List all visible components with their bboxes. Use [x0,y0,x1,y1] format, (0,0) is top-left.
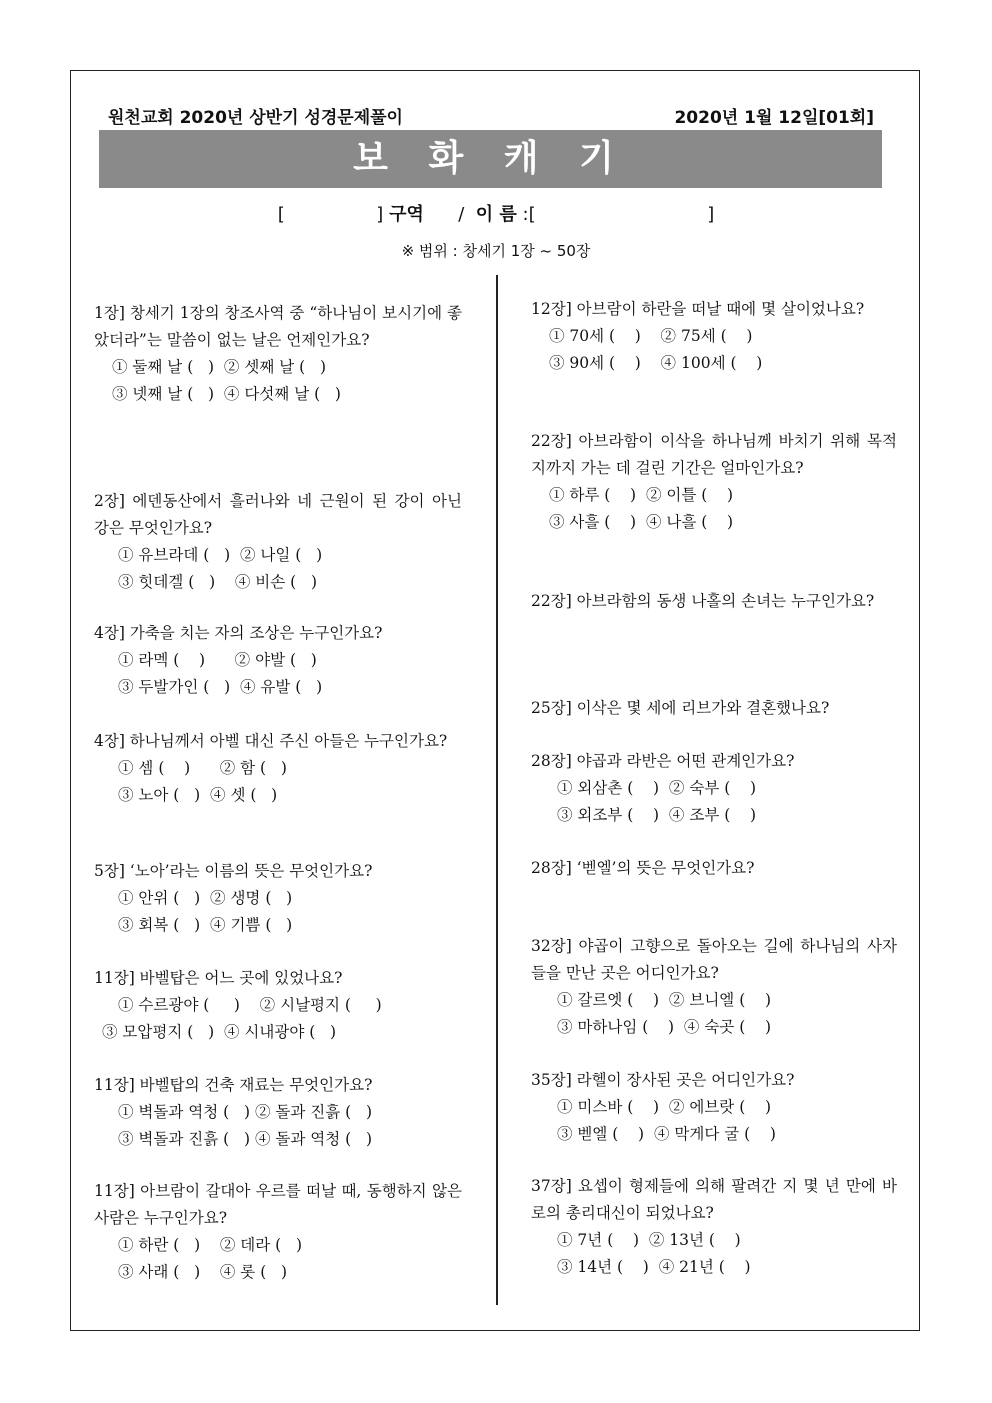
option-row[interactable]: ① 하란 ( ) ② 데라 ( ) [118,1236,303,1254]
option-row[interactable]: ① 안위 ( ) ② 생명 ( ) [118,889,293,907]
question-text: 25장] 이삭은 몇 세에 리브가와 결혼했나요? [531,699,830,717]
name-label: 이 름 [475,204,517,225]
question-text: 11장] 아브람이 갈대아 우르를 떠날 때, 동행하지 않은 사람은 누구인가요? [94,1182,462,1227]
option-row[interactable]: ① 유브라데 ( ) ② 나일 ( ) [118,546,323,564]
question-text: 32장] 야곱이 고향으로 돌아오는 길에 하나님의 사자들을 만난 곳은 어디인가요? [531,937,897,982]
zone-bracket-close: ] [376,204,384,225]
answer-options [94,1099,462,1152]
answer-options [531,1227,897,1280]
question-item [94,858,462,938]
question-item [531,296,897,376]
question-text: 28장] 야곱과 라반은 어떤 관계인가요? [531,752,795,770]
option-row[interactable]: ① 7년 ( ) ② 13년 ( ) [557,1231,741,1249]
question-item [531,933,897,1040]
answer-options [531,482,897,535]
question-item [94,1178,462,1285]
question-text: 28장] ‘벧엘’의 뜻은 무엇인가요? [531,859,755,877]
question-item [94,488,462,595]
question-text: 2장] 에덴동산에서 흘러나와 네 근원이 된 강이 아닌 강은 무엇인가요? [94,492,462,537]
question-item [531,1173,897,1280]
question-text: 12장] 아브람이 하란을 떠날 때에 몇 살이었나요? [531,300,865,318]
question-item [531,428,897,535]
name-bracket-open: :[ [522,204,536,225]
name-bracket-close: ] [707,204,715,225]
question-item [531,1067,897,1147]
question-item [531,748,897,828]
question-text: 35장] 라헬이 장사된 곳은 어디인가요? [531,1071,795,1089]
answer-options [94,1232,462,1285]
option-row[interactable]: ③ 모압평지 ( ) ④ 시내광야 ( ) [102,1022,337,1041]
scope-range: ※ 범위 : 창세기 1장 ~ 50장 [401,242,591,260]
option-row[interactable]: ① 70세 ( ) ② 75세 ( ) [549,327,753,345]
option-row[interactable]: ③ 벽돌과 진흙 ( ) ④ 돌과 역청 ( ) [118,1129,372,1148]
column-divider [496,275,498,1305]
question-item [94,1072,462,1152]
question-text: 22장] 아브라함의 동생 나홀의 손녀는 누구인가요? [531,592,875,610]
option-row[interactable]: ① 셈 ( ) ② 함 ( ) [118,759,287,777]
option-row[interactable]: ① 라멕 ( ) ② 야발 ( ) [118,651,317,669]
question-item [531,588,897,615]
option-row[interactable]: ③ 넷째 날 ( ) ④ 다섯째 날 ( ) [112,384,341,403]
option-row[interactable]: ① 외삼촌 ( ) ② 숙부 ( ) [557,779,757,797]
slash: / [458,204,465,225]
zone-bracket-open: [ [277,204,285,225]
option-row[interactable]: ① 둘째 날 ( ) ② 셋째 날 ( ) [112,358,327,376]
answer-options [94,354,462,407]
option-row[interactable]: ③ 사래 ( ) ④ 롯 ( ) [118,1262,288,1281]
question-text: 4장] 하나님께서 아벨 대신 주신 아들은 누구인가요? [94,732,448,750]
option-row[interactable]: ① 벽돌과 역청 ( ) ② 돌과 진흙 ( ) [118,1103,372,1121]
page-title-banner: 보 화 캐 기 [99,130,882,188]
header-date: 2020년 1월 12일[01회] [674,108,874,128]
question-item [531,855,897,882]
option-row[interactable]: ③ 사흘 ( ) ④ 나흘 ( ) [549,512,734,531]
answer-options [531,323,897,376]
question-item [94,965,462,1045]
header-church-title: 원천교회 2020년 상반기 성경문제풀이 [108,108,403,128]
answer-options [94,542,462,595]
option-row[interactable]: ③ 마하나임 ( ) ④ 숙곳 ( ) [557,1017,772,1036]
question-text: 22장] 아브라함이 이삭을 하나님께 바치기 위해 목적지까지 가는 데 걸린 기간은 얼마인가요? [531,432,897,477]
question-item [531,695,897,722]
option-row[interactable]: ③ 90세 ( ) ④ 100세 ( ) [549,353,763,372]
answer-options [94,755,462,808]
question-text: 4장] 가축을 치는 자의 조상은 누구인가요? [94,624,383,642]
question-text: 37장] 요셉이 형제들에 의해 팔려간 지 몇 년 만에 바로의 총리대신이 되었나요? [531,1177,897,1222]
answer-options [94,647,462,700]
question-text: 11장] 바벨탑의 건축 재료는 무엇인가요? [94,1076,373,1094]
option-row[interactable]: ① 미스바 ( ) ② 에브랏 ( ) [557,1098,772,1116]
answer-options [531,987,897,1040]
option-row[interactable]: ① 수르광야 ( ) ② 시날평지 ( ) [118,996,382,1014]
question-text: 1장] 창세기 1장의 창조사역 중 “하나님이 보시기에 좋았더라”는 말씀이 없는 날은 언제인가요? [94,304,462,349]
name-entry-row [0,200,992,226]
question-item [94,728,462,808]
answer-options [531,1094,897,1147]
zone-label: 구역 [389,204,424,225]
option-row[interactable]: ③ 14년 ( ) ④ 21년 ( ) [557,1257,751,1276]
answer-options [531,775,897,828]
option-row[interactable]: ③ 회복 ( ) ④ 기쁨 ( ) [118,915,293,934]
question-text: 5장] ‘노아’라는 이름의 뜻은 무엇인가요? [94,862,373,880]
question-item [94,620,462,700]
option-row[interactable]: ③ 외조부 ( ) ④ 조부 ( ) [557,805,757,824]
answer-options [94,885,462,938]
option-row[interactable]: ③ 노아 ( ) ④ 셋 ( ) [118,785,278,804]
answer-options [94,992,462,1045]
option-row[interactable]: ③ 벧엘 ( ) ④ 막게다 굴 ( ) [557,1124,776,1143]
question-item [94,300,462,407]
option-row[interactable]: ① 갈르엣 ( ) ② 브니엘 ( ) [557,991,772,1009]
question-text: 11장] 바벨탑은 어느 곳에 있었나요? [94,969,343,987]
option-row[interactable]: ① 하루 ( ) ② 이틀 ( ) [549,486,734,504]
option-row[interactable]: ③ 두발가인 ( ) ④ 유발 ( ) [118,677,323,696]
option-row[interactable]: ③ 힛데겔 ( ) ④ 비손 ( ) [118,572,318,591]
